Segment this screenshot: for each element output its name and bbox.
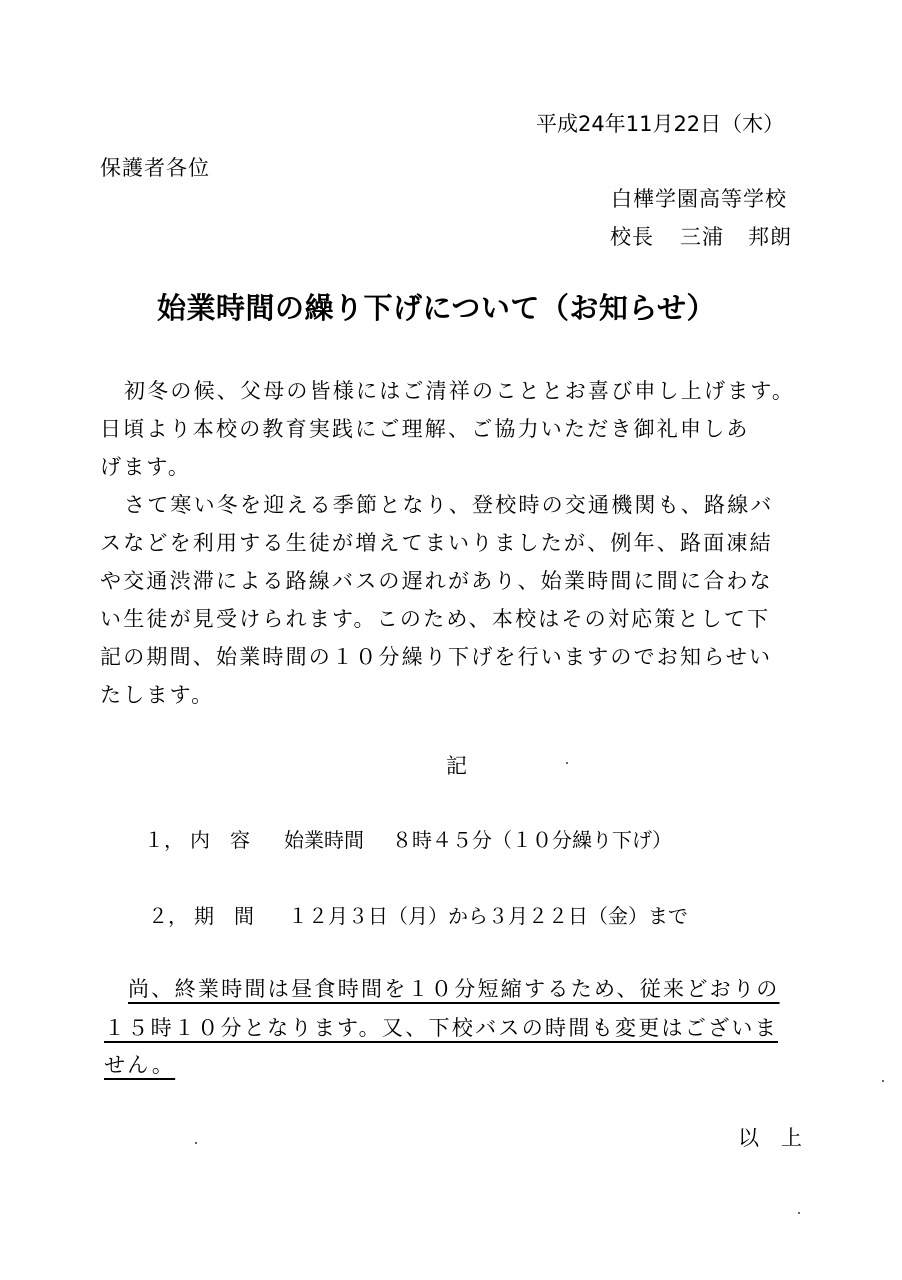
principal-given-name: 邦朗 xyxy=(748,225,792,249)
ki-heading: 記 xyxy=(446,754,467,778)
item-content xyxy=(144,824,672,853)
scan-speck xyxy=(798,1212,800,1214)
item-value: ８時４５分（１０分繰り下げ） xyxy=(392,828,672,852)
body-line: スなどを利用する生徒が増えてまいりましたが、例年、路面凍結 xyxy=(100,531,773,555)
note-line: せん。 xyxy=(104,1053,176,1077)
item-number: １， xyxy=(144,828,184,852)
body-line: い生徒が見受けられます。このため、本校はその対応策として下 xyxy=(100,607,771,631)
body-line: や交通渋滞による路線バスの遅れがあり、始業時間に間に合わな xyxy=(100,569,773,593)
document-date: 平成24年11月22日（木） xyxy=(536,112,785,136)
body-line: 記の期間、始業時間の１０分繰り下げを行いますのでお知らせい xyxy=(100,645,773,669)
recipient: 保護者各位 xyxy=(100,156,210,180)
principal-title: 校長 xyxy=(610,225,654,249)
scan-speck xyxy=(566,762,568,764)
note-line: １５時１０分となります。又、下校バスの時間も変更はございま xyxy=(104,1016,779,1040)
item-period xyxy=(148,900,688,929)
body-line: 日頃より本校の教育実践にご理解、ご協力いただき御礼申しあ xyxy=(100,417,750,441)
note-line: 尚、終業時間は昼食時間を１０分短縮するため、従来どおりの xyxy=(128,977,780,1001)
item-value-label: 始業時間 xyxy=(284,828,364,852)
page-title: 始業時間の繰り下げについて（お知らせ） xyxy=(157,291,717,325)
item-value: １２月３日（月）から３月２２日（金）まで xyxy=(288,904,688,928)
item-number: ２， xyxy=(148,904,188,928)
closing-mark: 以上 xyxy=(738,1126,824,1150)
principal-signature xyxy=(610,221,792,251)
scan-speck xyxy=(882,1080,884,1082)
body-line: たします。 xyxy=(100,683,215,707)
principal-surname: 三浦 xyxy=(680,225,724,249)
item-label: 内 容 xyxy=(190,828,250,852)
item-label: 期 間 xyxy=(194,904,254,928)
body-line: さて寒い冬を迎える季節となり、登校時の交通機関も、路線バ xyxy=(124,493,774,517)
body-line: 初冬の候、父母の皆様にはご清祥のこととお喜び申し上げます。 xyxy=(124,379,796,403)
scan-speck xyxy=(195,1142,197,1144)
body-line: げます。 xyxy=(100,455,192,479)
school-name: 白樺学園高等学校 xyxy=(611,187,787,211)
